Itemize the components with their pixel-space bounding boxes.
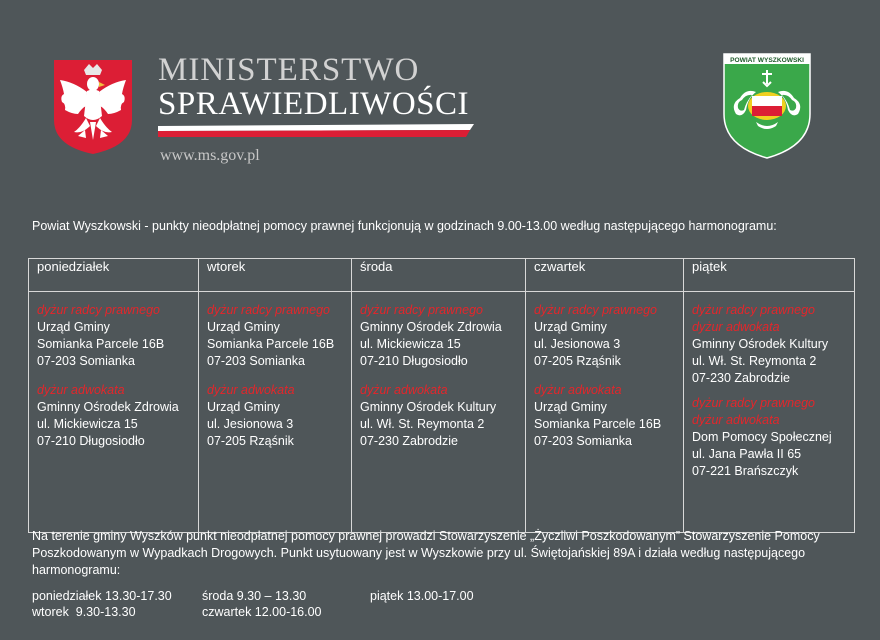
address-line: Dom Pomocy Społecznej bbox=[692, 430, 832, 444]
role-attorney: dyżur adwokata bbox=[360, 383, 448, 397]
address-line: 07-205 Rząśnik bbox=[534, 354, 621, 368]
address-line: Urząd Gminy bbox=[207, 320, 280, 334]
cell-wednesday bbox=[352, 292, 526, 533]
address-line: ul. Mickiewicza 15 bbox=[360, 337, 461, 351]
day-header-wednesday: środa bbox=[352, 259, 526, 292]
address-line: Urząd Gminy bbox=[207, 400, 280, 414]
day-header-monday: poniedziałek bbox=[29, 259, 199, 292]
role-attorney: dyżur adwokata bbox=[37, 383, 125, 397]
role-legal-counsel: dyżur radcy prawnego bbox=[692, 396, 815, 410]
address-line: ul. Jesionowa 3 bbox=[534, 337, 621, 351]
role-attorney: dyżur adwokata bbox=[534, 383, 622, 397]
cell-tuesday bbox=[199, 292, 352, 533]
powiat-wyszkowski-crest-icon bbox=[722, 52, 812, 160]
crest-label: POWIAT WYSZKOWSKI bbox=[730, 57, 804, 64]
cell-thursday bbox=[526, 292, 684, 533]
address-line: 07-210 Długosiodło bbox=[360, 354, 468, 368]
role-legal-counsel: dyżur radcy prawnego bbox=[534, 303, 657, 317]
hours-wednesday: środa 9.30 – 13.30 bbox=[202, 589, 307, 603]
day-header-tuesday: wtorek bbox=[199, 259, 352, 292]
role-attorney: dyżur adwokata bbox=[692, 413, 780, 427]
address-line: 07-203 Somianka bbox=[534, 434, 632, 448]
role-attorney: dyżur adwokata bbox=[692, 320, 780, 334]
day-header-thursday: czwartek bbox=[526, 259, 684, 292]
address-line: ul. Wł. St. Reymonta 2 bbox=[692, 354, 817, 368]
address-line: Urząd Gminy bbox=[534, 320, 607, 334]
flag-stripe-icon bbox=[158, 124, 474, 138]
ministry-url: www.ms.gov.pl bbox=[160, 147, 260, 164]
address-line: 07-230 Zabrodzie bbox=[360, 434, 458, 448]
schedule-table bbox=[28, 258, 855, 533]
address-line: Urząd Gminy bbox=[534, 400, 607, 414]
address-line: ul. Jesionowa 3 bbox=[207, 417, 294, 431]
address-line: 07-210 Długosiodło bbox=[37, 434, 145, 448]
schedule-body-row bbox=[29, 292, 855, 533]
intro-text: Powiat Wyszkowski - punkty nieodpłatnej pomocy prawnej funkcjonują w godzinach 9.00-13.00 według następującego harmonogramu: bbox=[32, 219, 777, 233]
hours-tuesday: wtorek 9.30-13.30 bbox=[32, 605, 136, 619]
hours-monday: poniedziałek 13.30-17.30 bbox=[32, 589, 172, 603]
hours-thursday: czwartek 12.00-16.00 bbox=[202, 605, 322, 619]
hours-friday: piątek 13.00-17.00 bbox=[370, 589, 474, 603]
address-line: Urząd Gminy bbox=[37, 320, 110, 334]
address-line: 07-203 Somianka bbox=[207, 354, 305, 368]
cell-friday bbox=[684, 292, 855, 533]
cell-monday bbox=[29, 292, 199, 533]
ministry-line1: MINISTERSTWO bbox=[158, 52, 420, 88]
ministry-logo-text bbox=[158, 53, 469, 121]
address-line: 07-205 Rząśnik bbox=[207, 434, 294, 448]
header bbox=[0, 0, 880, 200]
address-line: ul. Mickiewicza 15 bbox=[37, 417, 138, 431]
role-attorney: dyżur adwokata bbox=[207, 383, 295, 397]
address-line: Gminny Ośrodek Kultury bbox=[360, 400, 497, 414]
role-legal-counsel: dyżur radcy prawnego bbox=[692, 303, 815, 317]
address-line: ul. Wł. St. Reymonta 2 bbox=[360, 417, 485, 431]
address-line: 07-230 Zabrodzie bbox=[692, 371, 790, 385]
address-line: 07-221 Brańszczyk bbox=[692, 464, 799, 478]
address-line: Gminny Ośrodek Zdrowia bbox=[360, 320, 502, 334]
address-line: Somianka Parcele 16B bbox=[534, 417, 662, 431]
address-line: Somianka Parcele 16B bbox=[37, 337, 165, 351]
day-header-friday: piątek bbox=[684, 259, 855, 292]
address-line: Gminny Ośrodek Kultury bbox=[692, 337, 829, 351]
polish-eagle-emblem-icon bbox=[52, 58, 134, 156]
address-line: Gminny Ośrodek Zdrowia bbox=[37, 400, 179, 414]
role-legal-counsel: dyżur radcy prawnego bbox=[207, 303, 330, 317]
footer-text: Na terenie gminy Wyszków punkt nieodpłatnej pomocy prawnej prowadzi Stowarzyszenie „Życzliwi Poszkodowanym” Stowarzyszenie Pomocy Poszkodowanym w Wypadkach Drogowych. Punkt usytuowany jest w Wyszkowie przy ul. Świętojańskiej 89A i działa według następującego harmonogramu: bbox=[32, 529, 820, 577]
schedule-header-row bbox=[29, 259, 855, 292]
address-line: 07-203 Somianka bbox=[37, 354, 135, 368]
address-line: Somianka Parcele 16B bbox=[207, 337, 335, 351]
address-line: ul. Jana Pawła II 65 bbox=[692, 447, 802, 461]
role-legal-counsel: dyżur radcy prawnego bbox=[360, 303, 483, 317]
ministry-line2: SPRAWIEDLIWOŚCI bbox=[158, 86, 470, 122]
role-legal-counsel: dyżur radcy prawnego bbox=[37, 303, 160, 317]
